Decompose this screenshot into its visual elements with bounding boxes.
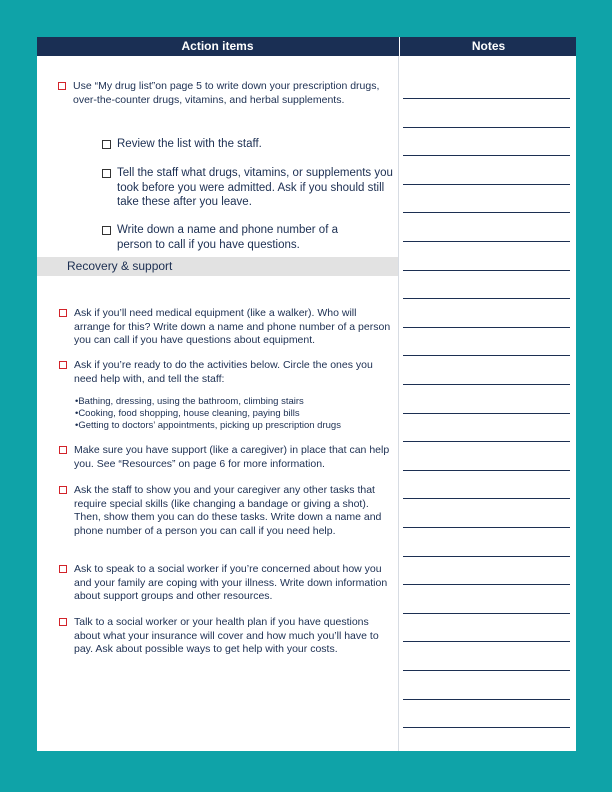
note-line[interactable] — [403, 670, 570, 671]
note-line[interactable] — [403, 470, 570, 471]
checkbox[interactable] — [59, 309, 67, 317]
checkbox[interactable] — [59, 565, 67, 573]
activities-list — [75, 396, 341, 432]
checkbox[interactable] — [58, 82, 66, 90]
sub-item-text: Tell the staff what drugs, vitamins, or supplements you took before you were admitted. Ask if you should still take these after you leave. — [117, 167, 393, 208]
section-title: Recovery & support — [67, 259, 173, 273]
note-line[interactable] — [403, 441, 570, 442]
checkbox[interactable] — [59, 486, 67, 494]
note-line[interactable] — [403, 270, 570, 271]
note-line[interactable] — [403, 355, 570, 356]
action-item-text: Talk to a social worker or your health plan if you have questions about what your insurance will cover and how much you’ll have to pay. Ask about possible ways to get help with your costs. — [74, 616, 379, 655]
note-line[interactable] — [403, 498, 570, 499]
checkbox[interactable] — [102, 169, 111, 178]
notes-heading: Notes — [399, 37, 577, 56]
note-line[interactable] — [403, 184, 570, 185]
note-line[interactable] — [403, 155, 570, 156]
action-item-text: Ask the staff to show you and your caregiver any other tasks that require special skills (like changing a bandage or giving a shot). Then, show them you can do these tasks. Write down a name and phone number of a person you can call if you need help. — [74, 484, 382, 537]
note-line[interactable] — [403, 298, 570, 299]
checkbox[interactable] — [102, 226, 111, 235]
checklist-page — [37, 37, 576, 751]
column-divider — [398, 56, 399, 751]
note-line[interactable] — [403, 556, 570, 557]
activity-bullet: •Bathing, dressing, using the bathroom, climbing stairs — [75, 396, 304, 407]
note-line[interactable] — [403, 584, 570, 585]
action-items-heading: Action items — [181, 39, 254, 53]
checkbox[interactable] — [59, 618, 67, 626]
section-heading-recovery — [37, 257, 398, 276]
note-line[interactable] — [403, 212, 570, 213]
activity-bullet: •Getting to doctors’ appointments, picking up prescription drugs — [75, 420, 341, 431]
sub-item-text: Write down a name and phone number of a person to call if you have questions. — [117, 224, 338, 251]
action-item-text: Ask to speak to a social worker if you’re concerned about how you and your family are coping with your illness. Write down information about support groups and other resources. — [74, 563, 388, 602]
note-line[interactable] — [403, 241, 570, 242]
checkbox[interactable] — [59, 446, 67, 454]
activity-bullet: •Cooking, food shopping, house cleaning, paying bills — [75, 408, 300, 419]
action-item-text: Ask if you’re ready to do the activities below. Circle the ones you need help with, and tell the staff: — [74, 359, 373, 385]
note-line[interactable] — [403, 98, 570, 99]
table-header — [37, 37, 576, 56]
note-line[interactable] — [403, 413, 570, 414]
note-line[interactable] — [403, 699, 570, 700]
checkbox[interactable] — [59, 361, 67, 369]
note-line[interactable] — [403, 327, 570, 328]
note-line[interactable] — [403, 641, 570, 642]
checkbox[interactable] — [102, 140, 111, 149]
note-line[interactable] — [403, 384, 570, 385]
sub-item-text: Review the list with the staff. — [117, 138, 262, 150]
action-item-text: Make sure you have support (like a caregiver) in place that can help you. See “Resources” on page 6 for more information. — [74, 444, 390, 470]
action-item-text: Use “My drug list”on page 5 to write down your prescription drugs, over-the-counter drugs, vitamins, and herbal supplements. — [73, 80, 380, 106]
note-line[interactable] — [403, 127, 570, 128]
note-line[interactable] — [403, 613, 570, 614]
action-item-text: Ask if you’ll need medical equipment (like a walker). Who will arrange for this? Write down a name and phone number of a person you can call if you have questions about equipment. — [74, 307, 391, 346]
note-line[interactable] — [403, 727, 570, 728]
note-line[interactable] — [403, 527, 570, 528]
